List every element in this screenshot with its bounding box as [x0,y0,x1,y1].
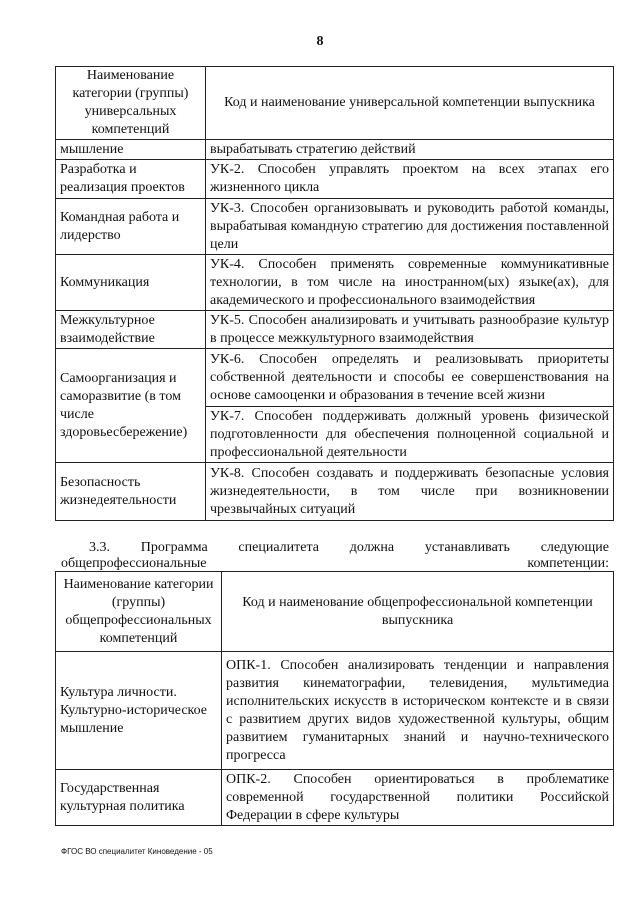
category-cell: Культура личности. Культурно-историческое мышление [56,652,222,770]
general-professional-competencies-table [55,571,614,826]
category-cell: Коммуникация [56,255,206,311]
table-row [56,770,614,826]
category-cell: Самоорганизация и саморазвитие (в том числе здоровьесбережение) [56,349,206,463]
category-cell: Разработка и реализация проектов [56,160,206,199]
competency-cell: УК-3. Способен организовывать и руководить работой команды, вырабатывая командную стратегию для достижения поставленной цели [206,199,614,255]
header-competency: Код и наименование общепрофессиональной компетенции выпускника [222,572,614,652]
competency-cell: ОПК-2. Способен ориентироваться в проблематике современной государственной политики Российской Федерации в сфере культуры [222,770,614,826]
table-row [56,255,614,311]
competency-cell: ОПК-1. Способен анализировать тенденции и направления развития кинематографии, телевидения, мультимедиа исполнительских искусств в историческом контексте и в связи с развитием других видов художественной культуры, общим развитием гуманитарных знаний и научно-технического прогресса [222,652,614,770]
category-cell: Безопасность жизнедеятельности [56,463,206,521]
table-row [56,311,614,349]
competency-cell: УК-7. Способен поддерживать должный уровень физической подготовленности для обеспечения полноценной социальной и профессиональной деятельности [206,407,614,463]
competency-cell: вырабатывать стратегию действий [206,140,614,160]
table-row [56,463,614,521]
table-row [56,652,614,770]
competency-cell: УК-4. Способен применять современные коммуникативные технологии, в том числе на иностранном(ых) языке(ах), для академического и профессионального взаимодействия [206,255,614,311]
category-cell: Межкультурное взаимодействие [56,311,206,349]
table-row [56,349,614,407]
table-row [56,199,614,255]
category-cell: Командная работа и лидерство [56,199,206,255]
competency-cell: УК-8. Способен создавать и поддерживать безопасные условия жизнедеятельности, в том числе при возникновении чрезвычайных ситуаций [206,463,614,521]
competency-cell: УК-5. Способен анализировать и учитывать разнообразие культур в процессе межкультурного взаимодействия [206,311,614,349]
competency-cell: УК-2. Способен управлять проектом на всех этапах его жизненного цикла [206,160,614,199]
table-header-row [56,67,614,140]
table-row [56,160,614,199]
paragraph-text: 3.3. Программа специалитета должна устанавливать следующие общепрофессиональные компетенции: [61,540,609,571]
header-category: Наименование категории (группы) общепрофессиональных компетенций [56,572,222,652]
header-category: Наименование категории (группы) универсальных компетенций [56,67,206,140]
category-cell: мышление [56,140,206,160]
footer-text: ФГОС ВО специалитет Киноведение - 05 [61,847,213,856]
universal-competencies-table [55,66,614,521]
competency-cell: УК-6. Способен определять и реализовывать приоритеты собственной деятельности и способы ее совершенствования на основе самооценки и образования в течение всей жизни [206,349,614,407]
header-competency: Код и наименование универсальной компетенции выпускника [206,67,614,140]
table-header-row [56,572,614,652]
table-row [56,140,614,160]
category-cell: Государственная культурная политика [56,770,222,826]
section-paragraph [61,540,609,572]
page-number: 8 [316,34,324,49]
